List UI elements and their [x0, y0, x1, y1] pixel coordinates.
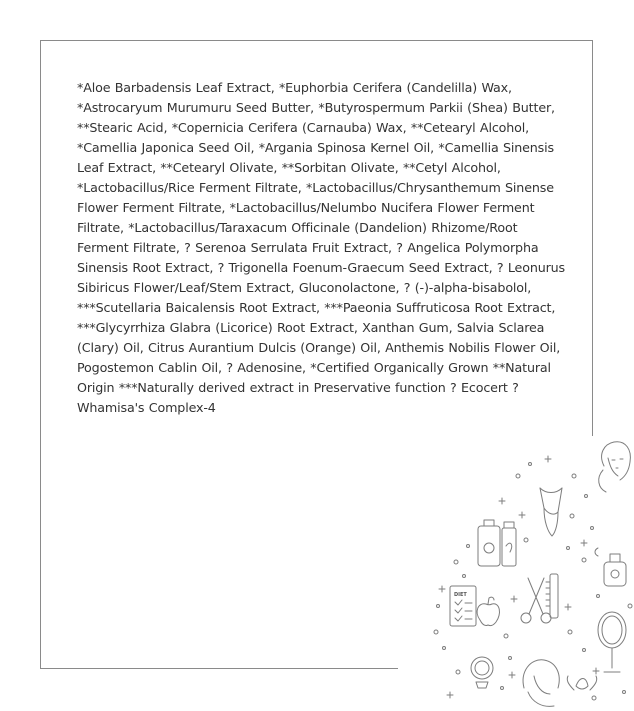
woman-profile-icon — [523, 660, 559, 707]
sparkle-dots — [434, 456, 632, 700]
lotus-icon — [567, 676, 597, 690]
diet-label: DIET — [454, 592, 467, 598]
compact-mirror-icon — [471, 657, 493, 688]
ingredients-list: *Aloe Barbadensis Leaf Extract, *Euphorbia Cerifera (Candelilla) Wax, *Astrocaryum Murumuru Seed Butter, *Butyrospermum Parkii (Shea) Butter, **Stearic Acid, *Copernicia Cerifera (Carnauba) Wax, **Cetearyl Alcohol, *Camellia Japonica Seed Oil, *Argania Spinosa Kernel Oil, *Camellia Sinensis Leaf Extract, **Cetearyl Olivate, **Sorbitan Olivate, **Cetyl Alcohol, *Lactobacillus/Rice Ferment Filtrate, *Lactobacillus/Chrysanthemum Sinense Flower Ferment Filtrate, *Lactobacillus/Nelumbo Nucifera Flower Ferment Filtrate, *Lactobacillus/Taraxacum Officinale (Dandelion) Rhizome/Root Ferment Filtrate, ? Serenoa Serrulata Fruit Extract, ? Angelica Polymorpha Sinensis Root Extract, ? Trigonella Foenum-Graecum Seed Extract, ? Leonurus Sibiricus Flower/Leaf/Stem Extract, Gluconolactone, ? (-)-alpha-bisabolol, ***Scutellaria Baicalensis Root Extract, ***Paeonia Suffruticosa Root Extract, ***Glycyrrhiza Glabra (Licorice) Root Extract, Xanthan Gum, Salvia Sclarea (Clary) Oil, Citrus Aurantium Dulcis (Orange) Oil, Anthemis Nobilis Flower Oil, Pogostemon Cablin Oil, ? Adenosine, *Certified Organically Grown **Natural Origin ***Naturally derived extract in Preservative function ? Ecocert ? Whamisa's Complex-4 — [77, 80, 566, 415]
hand-mirror-icon — [598, 612, 626, 672]
cosmetic-bottles-icon — [478, 520, 516, 566]
diet-list-icon — [450, 586, 476, 626]
perfume-icon — [595, 548, 626, 586]
swimsuit-icon — [540, 488, 562, 536]
scissors-comb-icon — [521, 574, 558, 623]
woman-face-icon — [599, 442, 631, 492]
apple-icon — [477, 597, 499, 625]
beauty-icons-decoration — [398, 436, 634, 711]
